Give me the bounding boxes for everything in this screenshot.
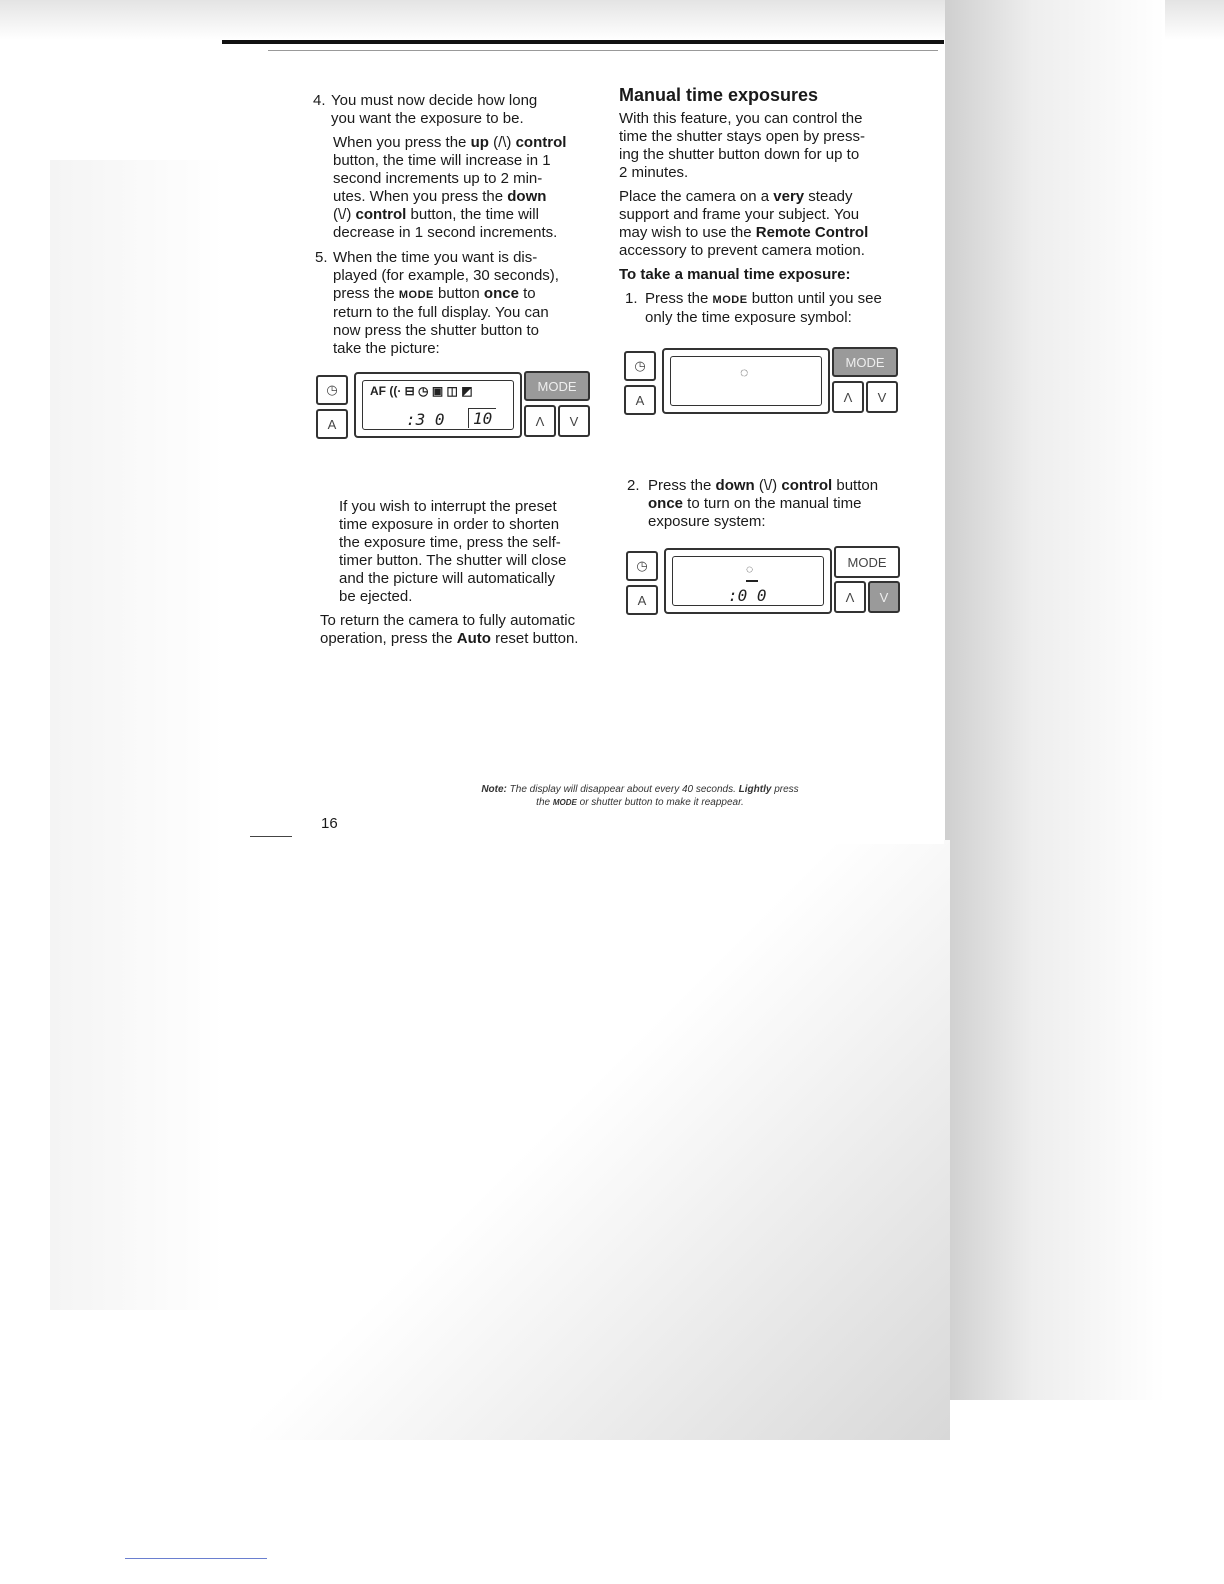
- text-line: decrease in 1 second increments.: [333, 224, 558, 241]
- camera-display-panel-time-symbol: [624, 346, 900, 418]
- text-line: you want the exposure to be.: [331, 110, 524, 127]
- margin-mark: [125, 1558, 267, 1559]
- step-1: [619, 290, 919, 330]
- text-line: second increments up to 2 min-: [333, 170, 543, 187]
- text-line: return to the full display. You can: [333, 304, 549, 321]
- down-control-button[interactable]: V: [558, 405, 590, 437]
- lcd-picture-count: 10: [468, 408, 496, 428]
- text-line: operation, press the Auto reset button.: [320, 630, 579, 647]
- lcd-indicator-bar: [746, 580, 758, 582]
- text-line: be ejected.: [339, 588, 413, 605]
- step-number: 1.: [625, 290, 638, 307]
- text-line: With this feature, you can control the: [619, 110, 863, 127]
- up-control-button[interactable]: Λ: [524, 405, 556, 437]
- text-line: may wish to use the Remote Control: [619, 224, 869, 241]
- section-heading: Manual time exposures: [619, 85, 819, 105]
- down-control-button[interactable]: V: [866, 381, 898, 413]
- text-line: the exposure time, press the self-: [339, 534, 561, 551]
- place-paragraph: [619, 188, 919, 260]
- text-line: If you wish to interrupt the preset: [339, 498, 557, 515]
- text-line: button, the time will increase in 1: [333, 152, 551, 169]
- camera-display-panel-manual-time: [626, 545, 902, 617]
- margin-mark: [250, 836, 292, 837]
- text-line: take the picture:: [333, 340, 440, 357]
- step-number: 2.: [627, 477, 640, 494]
- text-line: support and frame your subject. You: [619, 206, 860, 223]
- lcd-time-readout: :0 0: [728, 586, 767, 605]
- procedure-heading: To take a manual time exposure:: [619, 266, 851, 283]
- right-column: [619, 86, 919, 330]
- text-line: accessory to prevent camera motion.: [619, 242, 865, 259]
- lcd-display: [354, 372, 522, 438]
- return-paragraph: [320, 612, 615, 648]
- text-line: When the time you want is dis-: [333, 249, 538, 266]
- time-exposure-icon: ◌: [740, 364, 749, 380]
- text-line: Press the MODE button until you see: [645, 290, 882, 307]
- text-line: utes. When you press the down: [333, 188, 547, 205]
- text-line: time the shutter stays open by press-: [619, 128, 865, 145]
- text-line: now press the shutter button to: [333, 322, 539, 339]
- interrupt-paragraph: [339, 498, 609, 606]
- text-line: Note: The display will disappear about every 40 seconds. Lightly press: [481, 784, 799, 795]
- text-line: (\/) control button, the time will: [333, 206, 539, 223]
- scan-shadow: [50, 160, 225, 1310]
- text-line: the MODE or shutter button to make it reappear.: [536, 797, 744, 808]
- step-number: 4.: [313, 92, 326, 109]
- text-line: To return the camera to fully automatic: [320, 612, 576, 629]
- text-line: press the MODE button once to: [333, 285, 536, 302]
- footnote: [440, 783, 840, 809]
- auto-reset-button[interactable]: A: [626, 585, 658, 615]
- lcd-time-readout: :3 0: [406, 410, 445, 429]
- auto-reset-button[interactable]: A: [316, 409, 348, 439]
- mode-button[interactable]: MODE: [834, 546, 900, 578]
- scan-shadow: [945, 0, 1165, 1400]
- text-line: ing the shutter button down for up to: [619, 146, 860, 163]
- auto-reset-button[interactable]: A: [624, 385, 656, 415]
- mode-button[interactable]: MODE: [832, 347, 898, 377]
- lcd-mode-icons: AF ((· ⊟ ◷ ▣ ◫ ◩: [370, 384, 473, 398]
- self-timer-button[interactable]: ◷: [624, 351, 656, 381]
- text-line: Press the down (\/) control button: [648, 477, 879, 494]
- lcd-display: [662, 348, 830, 414]
- intro-paragraph: [619, 110, 919, 182]
- up-control-button[interactable]: Λ: [834, 581, 866, 613]
- text-line: timer button. The shutter will close: [339, 552, 567, 569]
- text-line: Place the camera on a very steady: [619, 188, 853, 205]
- camera-display-panel-full: [316, 370, 592, 442]
- text-line: exposure system:: [648, 513, 766, 530]
- text-line: time exposure in order to shorten: [339, 516, 560, 533]
- time-exposure-icon: ◌: [746, 562, 754, 576]
- text-line: played (for example, 30 seconds),: [333, 267, 559, 284]
- self-timer-button[interactable]: ◷: [626, 551, 658, 581]
- page-top-rule: [268, 50, 938, 51]
- text-line: and the picture will automatically: [339, 570, 555, 587]
- page-number: 16: [321, 815, 338, 832]
- down-control-button[interactable]: V: [868, 581, 900, 613]
- text-line: When you press the up (/\) control: [333, 134, 567, 151]
- text-line: only the time exposure symbol:: [645, 309, 852, 326]
- mode-button[interactable]: MODE: [524, 371, 590, 401]
- text-line: 2 minutes.: [619, 164, 689, 181]
- scan-shadow: [250, 840, 950, 1440]
- lcd-display: [664, 548, 832, 614]
- up-control-button[interactable]: Λ: [832, 381, 864, 413]
- self-timer-button[interactable]: ◷: [316, 375, 348, 405]
- text-line: once to turn on the manual time: [648, 495, 862, 512]
- text-line: You must now decide how long: [331, 92, 538, 109]
- step-number: 5.: [315, 249, 328, 266]
